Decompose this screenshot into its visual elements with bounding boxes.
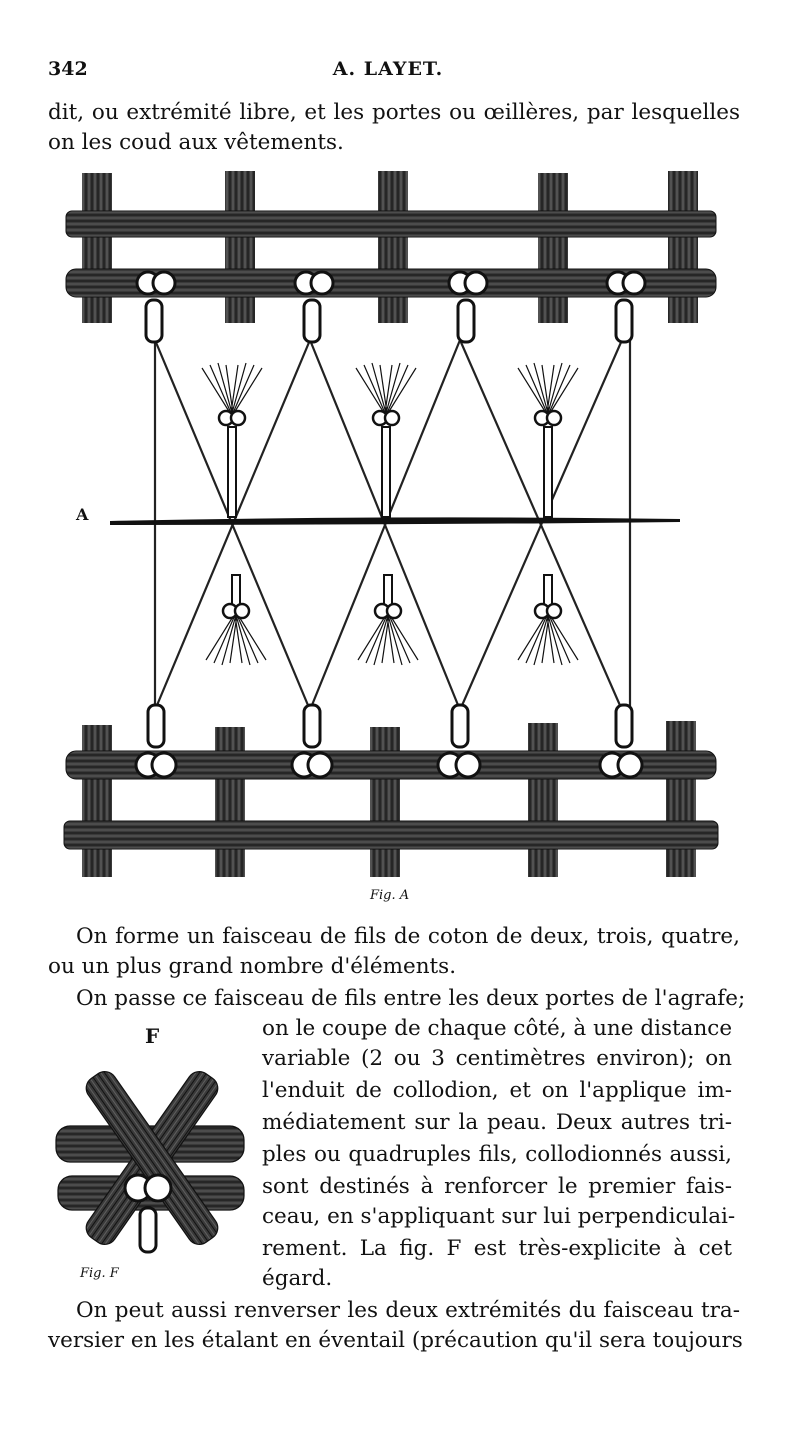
figure-f-marker: F [145,1024,160,1048]
text-line: On forme un faisceau de fils de coton de deux, trois, quatre, [76,924,740,949]
text-line: l'enduit de collodion, et on l'applique im- [262,1078,732,1103]
text-line: ples ou quadruples fils, collodionnés aussi, [262,1142,732,1167]
text-line: ceau, en s'appliquant sur lui perpendiculai- [262,1204,736,1229]
figure-a-marker: A [76,505,89,524]
figure-a-caption: Fig. A [370,888,410,903]
lower-tufts [206,575,578,665]
text-line: On passe ce faisceau de fils entre les deux portes de l'agrafe; [76,986,746,1011]
page-header [48,58,728,84]
running-title: A. LAYET. [332,58,444,80]
text-line: médiatement sur la peau. Deux autres tri- [262,1110,732,1135]
top-vertical-strips [82,171,698,323]
text-line: sont destinés à renforcer le premier fais- [262,1174,732,1199]
figure-a-illustration [60,165,720,885]
text-line: variable (2 ou 3 centimètres environ); on [262,1046,732,1071]
figure-f-illustration [52,1048,252,1263]
text-line: ou un plus grand nombre d'éléments. [48,954,457,979]
text-line: dit, ou extrémité libre, et les portes ou œillères, par lesquelles [48,100,740,125]
figure-f-caption: Fig. F [80,1266,119,1281]
text-line: On peut aussi renverser les deux extrémités du faisceau tra- [76,1298,740,1323]
text-line: on le coupe de chaque côté, à une distance [262,1016,733,1041]
text-line: rement. La fig. F est très-explicite à cet [262,1236,732,1261]
text-line: égard. [262,1266,333,1291]
text-line: versier en les étalant en éventail (précaution qu'il sera toujours [48,1328,743,1353]
text-line: on les coud aux vêtements. [48,130,344,155]
page-number: 342 [48,58,88,80]
bottom-vertical-strips [82,721,696,877]
upper-tufts [202,363,578,517]
line-a [110,517,680,525]
